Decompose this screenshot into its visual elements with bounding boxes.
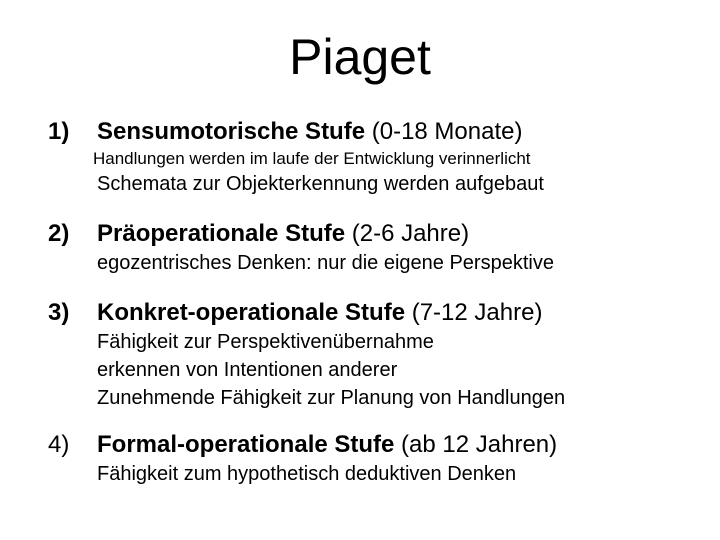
stage-detail-line: Schemata zur Objekterkennung werden aufgebaut <box>97 173 544 195</box>
stage-age-range: (7-12 Jahre) <box>411 299 543 326</box>
stage-age-range: (2-6 Jahre) <box>351 220 470 247</box>
stage-age-range: (ab 12 Jahren) <box>401 431 558 458</box>
slide-title: Piaget <box>289 29 431 85</box>
stage-detail-line: Zunehmende Fähigkeit zur Planung von Handlungen <box>97 387 566 409</box>
stage-title-line <box>97 219 469 249</box>
item-number: 1) <box>48 118 70 145</box>
stage-detail-line: erkennen von Intentionen anderer <box>97 359 398 381</box>
stage-item-4 <box>48 430 700 488</box>
stage-name: Sensumotorische Stufe <box>97 118 366 145</box>
stage-name: Präoperationale Stufe <box>97 220 346 247</box>
stage-detail-line: Fähigkeit zur Perspektivenübernahme <box>97 331 434 353</box>
stage-list <box>0 117 720 488</box>
stage-heading <box>48 219 700 249</box>
stage-item-3 <box>48 298 700 412</box>
stage-heading <box>48 298 700 328</box>
stage-heading <box>48 117 700 147</box>
stage-heading <box>48 430 700 460</box>
stage-detail-line: Fähigkeit zum hypothetisch deduktiven Denken <box>97 463 517 485</box>
stage-title-line <box>97 298 542 328</box>
stage-name: Formal-operationale Stufe <box>97 431 395 458</box>
item-number: 3) <box>48 299 70 326</box>
stage-title-line <box>97 430 557 460</box>
stage-title-line <box>97 117 522 147</box>
stage-age-range: (0-18 Monate) <box>371 118 523 145</box>
item-number: 4) <box>48 431 70 458</box>
stage-detail-line: egozentrisches Denken: nur die eigene Perspektive <box>97 252 554 274</box>
stage-name: Konkret-operationale Stufe <box>97 299 406 326</box>
stage-item-2 <box>48 219 700 277</box>
item-number: 2) <box>48 220 70 247</box>
stage-detail-line: Handlungen werden im laufe der Entwicklung verinnerlicht <box>93 149 531 168</box>
stage-item-1 <box>48 117 700 198</box>
